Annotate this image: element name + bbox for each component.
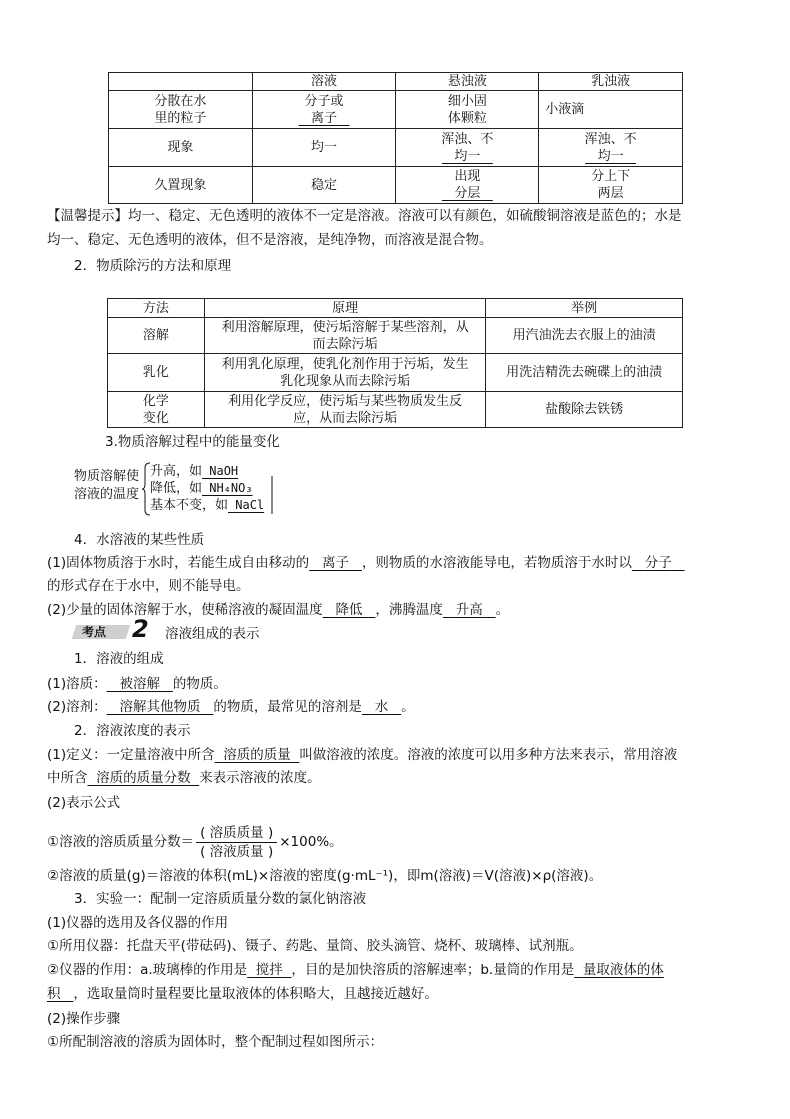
section-title: (2)表示公式 — [47, 795, 121, 811]
table-header-cell: 方法 — [108, 299, 205, 318]
answer-blank: 搅拌 — [255, 962, 283, 978]
table-cell: 稳定 — [252, 167, 396, 204]
row-label: 分散在水 里的粒子 — [109, 91, 253, 129]
section-title: 3.物质溶解过程中的能量变化 — [105, 434, 280, 450]
method-cell: 溶解 — [108, 318, 205, 354]
paragraph-line: (1)定义：一定量溶液中所含 溶质的质量 叫做溶液的浓度。溶液的浓度可以用多种方法来表示，常用溶液 — [47, 747, 678, 763]
cleaning-methods-table — [107, 298, 683, 428]
table-row — [108, 318, 683, 354]
badge-label: 考点 — [82, 625, 107, 639]
paragraph-line: 积 ，选取量筒时量程要比量取液体的体积略大，且越接近越好。 — [47, 986, 438, 1002]
paragraph-line: ①所配制溶液的溶质为固体时，整个配制过程如图所示： — [47, 1034, 384, 1050]
table-cell: 浑浊、不 均一 — [396, 129, 539, 167]
example-cell: 用洗洁精洗去碗碟上的油渍 — [486, 354, 683, 392]
table-header-cell — [109, 73, 253, 91]
table-header-cell: 悬浊液 — [396, 73, 539, 91]
fraction: $\frac{\text{( 溶质质量 )}}{\text{( 溶液质量 )}}$ — [196, 824, 277, 861]
answer-blank: 溶质的质量分数 — [96, 770, 191, 786]
table-cell: 出现 分层 — [396, 167, 539, 204]
principle-cell: 利用溶解原理，使污垢溶解于某些溶剂，从 而去除污垢 — [204, 318, 486, 354]
method-cell: 化学 变化 — [108, 392, 205, 428]
table-cell: 浑浊、不 均一 — [539, 129, 683, 167]
answer-blank: 均一 — [454, 148, 481, 164]
paragraph-line: 的形式存在于水中，则不能导电。 — [47, 578, 250, 594]
table-row — [109, 167, 683, 204]
table-cell: 分子或 离子 — [252, 91, 396, 129]
section-title: 2．溶液浓度的表示 — [74, 723, 191, 739]
table-cell: 均一 — [252, 129, 396, 167]
row-label: 久置现象 — [109, 167, 253, 204]
section-title: 1．溶液的组成 — [74, 651, 164, 667]
formula-line: ②溶液的质量(g)＝溶液的体积(mL)×溶液的密度(g·mL⁻¹)，即m(溶液)＝V(溶液)×ρ(溶液)。 — [47, 868, 603, 884]
table-header-cell: 溶液 — [252, 73, 396, 91]
table-header-row — [109, 73, 683, 91]
section-title: (2)操作步骤 — [47, 1011, 121, 1027]
paragraph-line: (2)溶剂： 溶解其他物质 的物质，最常见的溶剂是 水 。 — [47, 699, 415, 715]
topic-badge — [74, 615, 154, 643]
answer-blank: 溶解其他物质 — [119, 699, 201, 715]
answer-blank: 离子 — [311, 110, 338, 126]
badge-number: 2 — [132, 615, 149, 643]
answer-blank: 降低 — [335, 602, 363, 618]
energy-label: 物质溶解使 溶液的温度 — [74, 469, 140, 502]
energy-item: 基本不变，如 NaCl — [150, 498, 265, 513]
principle-cell: 利用乳化原理，使乳化剂作用于污垢，发生 乳化现象从而去除污垢 — [204, 354, 486, 392]
answer-blank: NaOH — [209, 464, 239, 478]
answer-blank: 分子 — [644, 555, 672, 571]
tip-line: 均一、稳定、无色透明的液体，但不是溶液，是纯净物，而溶液是混合物。 — [47, 232, 493, 248]
table-cell: 分上下 两层 — [539, 167, 683, 204]
topic-title: 溶液组成的表示 — [165, 626, 260, 642]
table-row — [108, 392, 683, 428]
paragraph-line: 中所含 溶质的质量分数 来表示溶液的浓度。 — [47, 770, 321, 786]
energy-item: 降低，如 NH₄NO₃ — [150, 481, 253, 496]
table-row — [108, 354, 683, 392]
paragraph-line: ②仪器的作用：a.玻璃棒的作用是 搅拌 ，目的是加快溶质的溶解速率；b.量筒的作用是 量取液体的体 — [47, 962, 664, 978]
energy-item: 升高，如 NaOH — [150, 464, 239, 479]
section-title: 3．实验一：配制一定溶质质量分数的氯化钠溶液 — [74, 891, 367, 907]
table-row — [109, 91, 683, 129]
answer-blank: 积 — [47, 986, 61, 1002]
tip-line: 【温馨提示】均一、稳定、无色透明的液体不一定是溶液。溶液可以有颜色，如硫酸铜溶液是蓝色的；水是 — [47, 208, 682, 224]
paragraph-line: (2)少量的固体溶解于水，使稀溶液的凝固温度 降低 ，沸腾温度 升高 。 — [47, 602, 510, 618]
answer-blank: NaCl — [235, 498, 265, 512]
table-header-cell: 举例 — [486, 299, 683, 318]
answer-blank: 溶质的质量 — [223, 747, 291, 763]
table-cell: 细小固 体颗粒 — [396, 91, 539, 129]
answer-blank: 分层 — [454, 186, 481, 201]
answer-blank: NH₄NO₃ — [209, 481, 253, 495]
answer-blank: 量取液体的体 — [582, 962, 664, 978]
section-title: 4．水溶液的某些性质 — [74, 532, 205, 548]
table-header-row — [108, 299, 683, 318]
answer-blank: 均一 — [597, 148, 624, 164]
answer-blank: 离子 — [322, 555, 349, 571]
table-header-cell: 乳浊液 — [539, 73, 683, 91]
table-row — [109, 129, 683, 167]
answer-blank: 升高 — [455, 602, 483, 618]
method-cell: 乳化 — [108, 354, 205, 392]
table-cell: 小液滴 — [539, 91, 683, 129]
bracket-line — [270, 476, 276, 516]
dispersion-comparison-table — [108, 72, 683, 204]
paragraph-line: (1)仪器的选用及各仪器的作用 — [47, 915, 229, 931]
example-cell: 盐酸除去铁锈 — [486, 392, 683, 428]
paragraph-line: ①所用仪器：托盘天平(带砝码)、镊子、药匙、量筒、胶头滴管、烧杯、玻璃棒、试剂瓶。 — [47, 938, 583, 954]
formula-line: ①溶液的溶质质量分数＝ $\frac{\text{( 溶质质量 )}}{\text{( 溶液质量 )}}$ ×100%。 — [47, 824, 343, 860]
paragraph-line: (1)固体物质溶于水时，若能生成自由移动的 离子 ，则物质的水溶液能导电，若物质溶于水时以 分子 — [47, 553, 747, 573]
paragraph-line: (1)溶质： 被溶解 的物质。 — [47, 676, 227, 692]
example-cell: 用汽油洗去衣服上的油渍 — [486, 318, 683, 354]
answer-blank: 水 — [374, 699, 389, 715]
row-label: 现象 — [109, 129, 253, 167]
energy-items — [150, 463, 264, 514]
answer-blank: 被溶解 — [119, 676, 160, 692]
section-title: 2．物质除污的方法和原理 — [74, 258, 232, 274]
principle-cell: 利用化学反应，使污垢与某些物质发生反 应，从而去除污垢 — [204, 392, 486, 428]
table-header-cell: 原理 — [204, 299, 486, 318]
